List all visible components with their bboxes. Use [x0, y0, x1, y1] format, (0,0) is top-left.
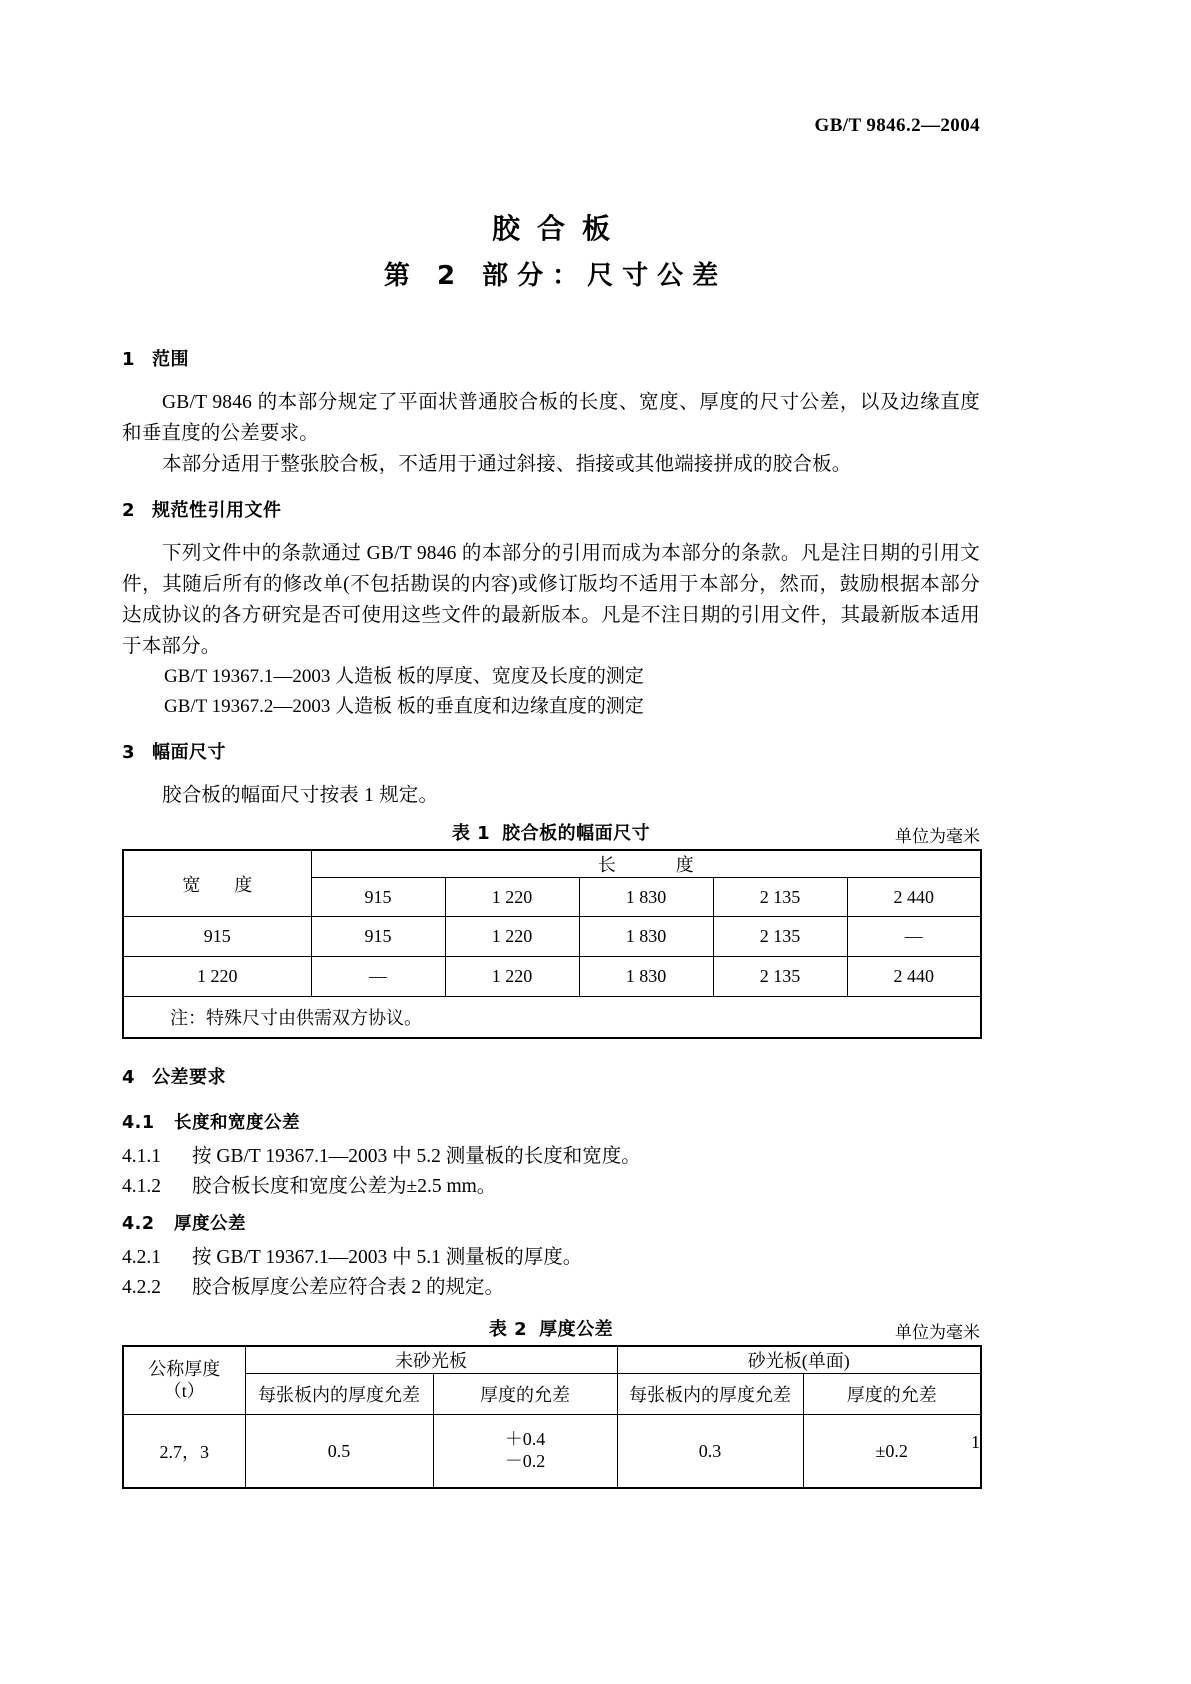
- clause-text-4-2-2: 胶合板厚度公差应符合表 2 的规定。: [192, 1277, 505, 1298]
- section2-paragraph-1: 下列文件中的条款通过 GB/T 9846 的本部分的引用而成为本部分的条款。凡是注日期的引用文件，其随后所有的修改单(不包括勘误的内容)或修订版均不适用于本部分，然而，鼓励根据本部分达成协议的各方研究是否可使用这些文件的最新版本。凡是不注日期的引用文件，其最新版本适用于本部分。: [122, 543, 980, 657]
- table1-caption-number: 表 1: [451, 823, 491, 844]
- table1-length-col-5: 2 440: [847, 878, 981, 917]
- table1-row2-cell-3: 1 830: [579, 957, 713, 997]
- table2-row1-sanded-tolerance: ±0.2: [803, 1415, 981, 1489]
- clause-text-4-1-2: 胶合板长度和宽度公差为±2.5 mm。: [192, 1176, 497, 1197]
- table-row: [123, 997, 981, 1039]
- section-heading-3: [122, 738, 980, 764]
- section-number-4: 4: [122, 1067, 136, 1088]
- table2-header-nominal: [123, 1346, 245, 1415]
- table1-length-col-3: 1 830: [579, 878, 713, 917]
- clause-4-2-1: [122, 1243, 980, 1273]
- table2-row1-sanded-within: 0.3: [617, 1415, 803, 1489]
- table1-caption-row: [122, 819, 980, 849]
- section-title-4: 公差要求: [152, 1067, 226, 1088]
- table2-caption: [122, 1315, 980, 1341]
- clause-number-4-2-1: 4.2.1: [122, 1247, 161, 1268]
- clause-4-1-1: [122, 1142, 980, 1172]
- running-head: [815, 115, 980, 137]
- table2-unit-label: 单位为毫米: [895, 1323, 980, 1342]
- normative-reference-2: GB/T 19367.2—2003 人造板 板的垂直度和边缘直度的测定: [164, 696, 644, 717]
- table2-row1-nominal: 2.7，3: [123, 1415, 245, 1489]
- table2-caption-text: 厚度公差: [539, 1319, 614, 1340]
- clause-text-4-2-1: 按 GB/T 19367.1—2003 中 5.1 测量板的厚度。: [192, 1247, 583, 1268]
- table2-subheader-4: 厚度的允差: [803, 1374, 981, 1415]
- table1-row1-cell-1: 915: [311, 917, 445, 957]
- table2-caption-number: 表 2: [488, 1319, 528, 1340]
- clause-number-4-2-2: 4.2.2: [122, 1277, 161, 1298]
- page-number: 1: [971, 1432, 980, 1452]
- table-thickness-tolerance: [122, 1345, 982, 1489]
- table1-row1-cell-4: 2 135: [713, 917, 847, 957]
- table1-header-width: 宽 度: [123, 850, 311, 917]
- table1-length-col-1: 915: [311, 878, 445, 917]
- table1-unit-label: 单位为毫米: [895, 827, 980, 846]
- table1-row1-cell-2: 1 220: [445, 917, 579, 957]
- table1-row1-width: 915: [123, 917, 311, 957]
- section-title-4-1: 长度和宽度公差: [174, 1113, 300, 1133]
- section-number-3: 3: [122, 742, 136, 763]
- normative-reference-1: GB/T 19367.1—2003 人造板 板的厚度、宽度及长度的测定: [164, 666, 644, 687]
- table1-caption-text: 胶合板的幅面尺寸: [502, 823, 651, 844]
- section3-paragraph-1: 胶合板的幅面尺寸按表 1 规定。: [162, 785, 439, 806]
- table1-note: 注：特殊尺寸由供需双方协议。: [123, 997, 981, 1039]
- section-title-2: 规范性引用文件: [152, 500, 282, 521]
- table2-header-nominal-line2: （t）: [163, 1380, 205, 1401]
- table-row: [123, 957, 981, 997]
- table1-row2-cell-2: 1 220: [445, 957, 579, 997]
- table1-row2-width: 1 220: [123, 957, 311, 997]
- table-row: [123, 917, 981, 957]
- section-heading-2: [122, 496, 980, 522]
- table-row: [123, 850, 981, 878]
- page-subtitle: 第 2 部分：尺寸公差: [383, 261, 728, 291]
- table2-caption-row: [122, 1315, 980, 1345]
- clause-4-1-2: [122, 1172, 980, 1202]
- page-content: [122, 0, 980, 1489]
- table2-row1-unsanded-tolerance: [433, 1415, 617, 1489]
- table1-row1-cell-3: 1 830: [579, 917, 713, 957]
- section1-paragraph-2: 本部分适用于整张胶合板，不适用于通过斜接、指接或其他端接拼成的胶合板。: [162, 454, 852, 475]
- section-number-4-1: 4.1: [122, 1113, 155, 1133]
- table1-row1-cell-5: —: [847, 917, 981, 957]
- section-heading-1: [122, 345, 980, 371]
- table1-length-col-2: 1 220: [445, 878, 579, 917]
- table2-header-unsanded: 未砂光板: [245, 1346, 617, 1374]
- table1-caption: [122, 819, 980, 845]
- table2-row1-unsanded-tolerance-lower: －0.2: [504, 1451, 546, 1471]
- page-title: 胶合板: [491, 212, 627, 245]
- section-title-1: 范围: [152, 349, 189, 370]
- section-heading-4-2: [122, 1210, 980, 1235]
- table-panel-dimensions: [122, 849, 982, 1039]
- table2-header-sanded: 砂光板(单面): [617, 1346, 981, 1374]
- table2-header-nominal-line1: 公称厚度: [148, 1358, 221, 1379]
- table2-row1-unsanded-tolerance-upper: ＋0.4: [504, 1429, 546, 1450]
- standard-code: GB/T 9846.2—2004: [814, 115, 980, 136]
- section-title-4-2: 厚度公差: [174, 1214, 246, 1234]
- clause-number-4-1-1: 4.1.1: [122, 1146, 161, 1167]
- section-number-4-2: 4.2: [122, 1214, 155, 1234]
- section-title-3: 幅面尺寸: [152, 742, 226, 763]
- section-heading-4-1: [122, 1109, 980, 1134]
- table-row: [123, 1374, 981, 1415]
- clause-number-4-1-2: 4.1.2: [122, 1176, 161, 1197]
- table2-subheader-3: 每张板内的厚度允差: [617, 1374, 803, 1415]
- table2-subheader-2: 厚度的允差: [433, 1374, 617, 1415]
- clause-text-4-1-1: 按 GB/T 19367.1—2003 中 5.2 测量板的长度和宽度。: [192, 1146, 641, 1167]
- table1-row2-cell-1: —: [311, 957, 445, 997]
- table1-header-length: 长 度: [311, 850, 981, 878]
- table2-subheader-1: 每张板内的厚度允差: [245, 1374, 433, 1415]
- section1-paragraph-1: GB/T 9846 的本部分规定了平面状普通胶合板的长度、宽度、厚度的尺寸公差，以及边缘直度和垂直度的公差要求。: [122, 392, 980, 444]
- section-heading-4: [122, 1063, 980, 1089]
- table-row: [123, 1415, 981, 1489]
- section-number-1: 1: [122, 349, 136, 370]
- section-number-2: 2: [122, 500, 136, 521]
- table1-length-col-4: 2 135: [713, 878, 847, 917]
- table1-row2-cell-5: 2 440: [847, 957, 981, 997]
- clause-4-2-2: [122, 1273, 980, 1303]
- table2-row1-unsanded-within: 0.5: [245, 1415, 433, 1489]
- table-row: [123, 1346, 981, 1374]
- table1-row2-cell-4: 2 135: [713, 957, 847, 997]
